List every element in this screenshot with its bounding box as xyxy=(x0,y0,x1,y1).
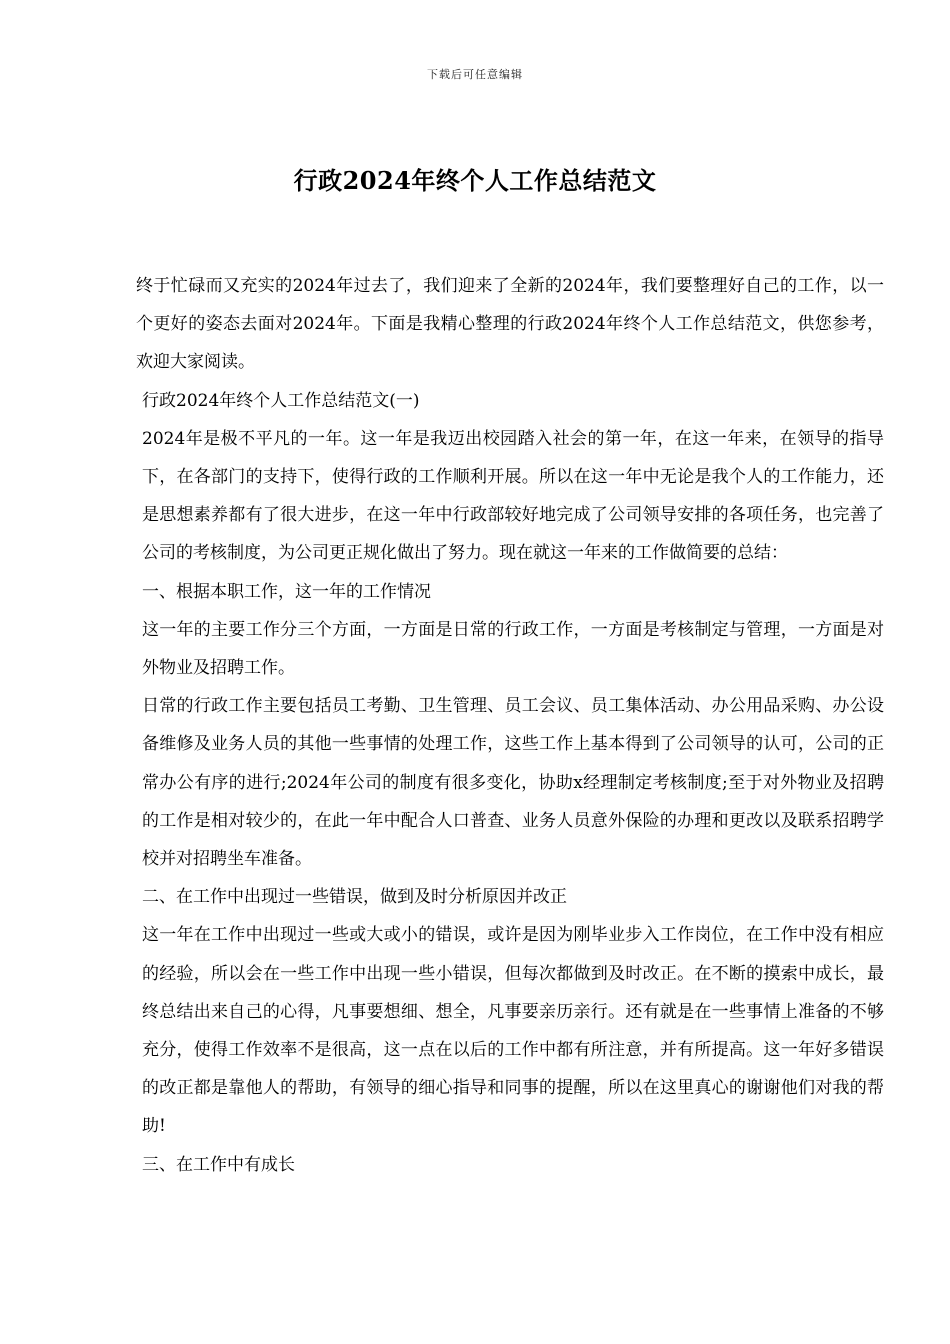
intro-paragraph: 终于忙碌而又充实的2024年过去了，我们迎来了全新的2024年，我们要整理好自己的工作，以一个更好的姿态去面对2024年。下面是我精心整理的行政2024年终个人工作总结范文，供您参考，欢迎大家阅读。 xyxy=(136,276,884,373)
section-heading-3: 三、在工作中有成长 xyxy=(142,1154,295,1175)
body-paragraph: 日常的行政工作主要包括员工考勤、卫生管理、员工会议、员工集体活动、办公用品采购、办公设备维修及业务人员的其他一些事情的处理工作，这些工作上基本得到了公司领导的认可，公司的正常办公有序的进行;2024年公司的制度有很多变化，协助x经理制定考核制度;至于对外物业及招聘的工作是相对较少的，在此一年中配合人口普查、业务人员意外保险的办理和更改以及联系招聘学校并对招聘坐车准备。 xyxy=(142,696,884,870)
body-paragraph: 这一年在工作中出现过一些或大或小的错误，或许是因为刚毕业步入工作岗位，在工作中没有相应的经验，所以会在一些工作中出现一些小错误，但每次都做到及时改正。在不断的摸索中成长，最终总结出来自己的心得，凡事要想细、想全，凡事要亲历亲行。还有就是在一些事情上准备的不够充分，使得工作效率不是很高，这一点在以后的工作中都有所注意，并有所提高。这一年好多错误的改正都是靠他人的帮助，有领导的细心指导和同事的提醒，所以在这里真心的谢谢他们对我的帮助! xyxy=(142,925,884,1137)
document-title: 行政2024年终个人工作总结范文 xyxy=(293,166,657,195)
body-paragraph: 2024年是极不平凡的一年。这一年是我迈出校园踏入社会的第一年，在这一年来，在领导的指导下，在各部门的支持下，使得行政的工作顺利开展。所以在这一年中无论是我个人的工作能力，还是思想素养都有了很大进步，在这一年中行政部较好地完成了公司领导安排的各项任务，也完善了公司的考核制度，为公司更正规化做出了努力。现在就这一年来的工作做简要的总结： xyxy=(142,428,884,564)
section-heading-2: 二、在工作中出现过一些错误，做到及时分析原因并改正 xyxy=(142,887,567,908)
document-body xyxy=(136,267,884,1184)
section-title-sample-1: 行政2024年终个人工作总结范文(一) xyxy=(142,390,420,411)
body-paragraph: 这一年的主要工作分三个方面，一方面是日常的行政工作，一方面是考核制定与管理，一方面是对外物业及招聘工作。 xyxy=(142,619,884,679)
page-header-note: 下载后可任意编辑 xyxy=(427,68,523,81)
section-heading-1: 一、根据本职工作，这一年的工作情况 xyxy=(142,581,431,602)
